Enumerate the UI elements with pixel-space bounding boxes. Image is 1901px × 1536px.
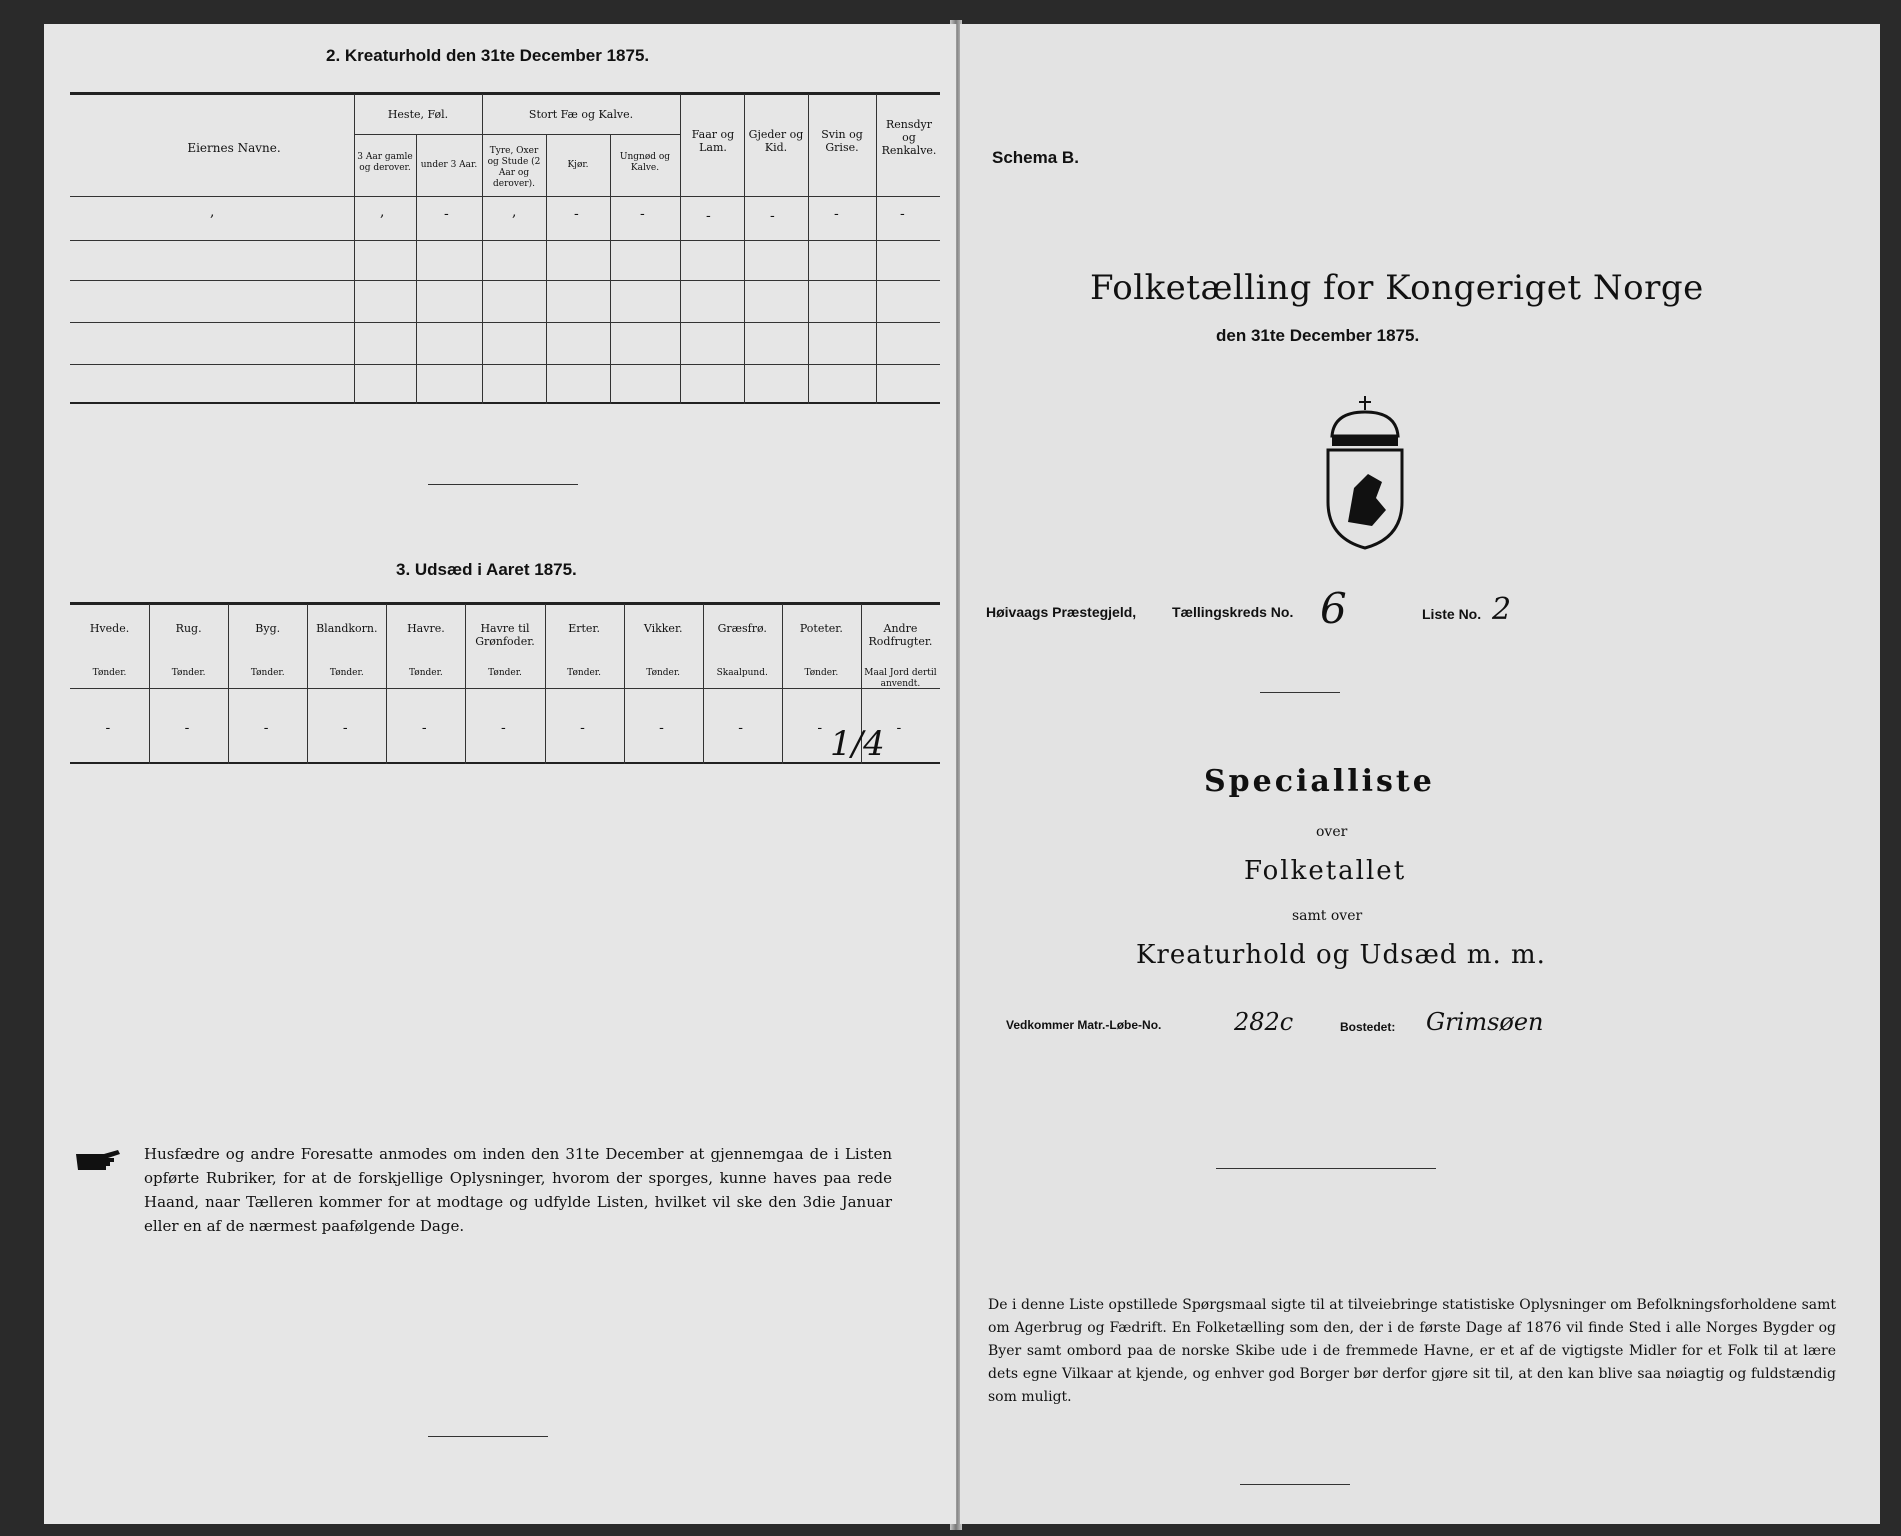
heste-old-header: 3 Aar gamle og derover. — [357, 152, 413, 173]
col-divider — [546, 134, 547, 404]
separator-rule — [1240, 1484, 1350, 1485]
udsaed-col-name: Rug. — [175, 622, 202, 635]
udsaed-col-unit: Tønder. — [329, 668, 364, 678]
row-mark: , — [380, 204, 385, 220]
udsaed-col-name: Blandkorn. — [316, 622, 378, 635]
separator-rule — [428, 484, 578, 485]
udsaed-row-mark: - — [738, 720, 743, 736]
udsaed-col-name: Vikker. — [643, 622, 683, 635]
specialliste-heading: Specialliste — [1204, 764, 1435, 799]
row-mark: - — [640, 206, 645, 222]
heste-header: Heste, Føl. — [387, 108, 449, 121]
udsaed-col-unit: Tønder. — [250, 668, 285, 678]
table-top-rule — [70, 602, 940, 605]
district-number: 6 — [1320, 584, 1347, 633]
handwritten-fraction: 1/4 — [830, 724, 885, 764]
section2-title: 2. Kreaturhold den 31te December 1875. — [326, 46, 650, 65]
table-row-rule — [70, 240, 940, 241]
table-row-rule — [70, 280, 940, 281]
udsaed-row-mark: - — [580, 720, 585, 736]
gjeder-header: Gjeder og Kid. — [748, 128, 804, 154]
document-date: den 31te December 1875. — [1216, 326, 1420, 345]
udsaed-col-unit: Tønder. — [488, 668, 522, 678]
table-header-rule — [70, 688, 940, 689]
udsaed-col-unit: Tønder. — [171, 668, 206, 678]
row-mark: - — [444, 206, 449, 222]
udsaed-row-mark: - — [342, 720, 348, 736]
tyre-header: Tyre, Oxer og Stude (2 Aar og derover). — [487, 146, 541, 189]
row-mark: - — [834, 206, 839, 222]
row-mark: - — [706, 208, 711, 224]
udsaed-col-unit: Tønder. — [409, 668, 443, 678]
bosted-label: Bostedet: — [1340, 1020, 1396, 1034]
udsaed-row-mark: - — [817, 720, 823, 736]
heste-young-header: under 3 Aar. — [420, 160, 478, 170]
udsaed-row-mark: - — [501, 720, 506, 736]
folketallet-heading: Folketallet — [1244, 856, 1407, 886]
col-divider — [680, 94, 681, 404]
udsaed-col-name: Hvede. — [89, 622, 130, 635]
udsaed-row-mark: - — [105, 720, 111, 736]
left-page — [44, 24, 957, 1524]
table-bottom-rule — [70, 402, 940, 404]
separator-rule — [1216, 1168, 1436, 1169]
row-mark: - — [770, 208, 775, 224]
samt-over-text: samt over — [1292, 908, 1363, 924]
section3-title: 3. Udsæd i Aaret 1875. — [396, 560, 577, 579]
table-bottom-rule — [70, 762, 940, 764]
owner-col-header: Eiernes Navne. — [187, 141, 281, 155]
parish-label: Høivaags Præstegjeld, — [986, 604, 1137, 620]
col-divider — [808, 94, 809, 404]
kjor-header: Kjør. — [567, 160, 589, 170]
row-mark: - — [574, 206, 579, 222]
table-row-rule — [70, 364, 940, 365]
udsaed-row-mark: - — [421, 720, 427, 736]
udsaed-col-unit: Tønder. — [567, 668, 601, 678]
udsaed-col-name: Havre til Grønfoder. — [475, 622, 535, 648]
udsaed-row-mark: - — [659, 720, 664, 736]
table-header-rule — [70, 196, 940, 197]
udsaed-col-name: Havre. — [407, 622, 445, 635]
over-text: over — [1316, 824, 1348, 840]
col-divider — [482, 94, 483, 404]
udsaed-col-name: Andre Rodfrugter. — [868, 622, 933, 648]
list-number: 2 — [1492, 592, 1512, 627]
right-page — [960, 24, 1880, 1524]
svin-header: Svin og Grise. — [821, 128, 863, 154]
stort-fae-header: Stort Fæ og Kalve. — [528, 108, 634, 121]
bottom-explanation: De i denne Liste opstillede Spørgsmaal sigte til at tilveiebringe statistiske Oplysninger om Befolkningsforholdene samt om Agerbrug og Fædrift. En Folketælling som den, der i de første Dage af 1876 vil finde Sted i alle Norges Bygder og Byer samt ombord paa de norske Skibe ude i de fremmede Havne, er et af de vigtigste Midler for et Folk til at lære dets egne Vilkaar at kjende, og enhver god Borger bør derfor gjøre sit til, at den kan blive saa nøiagtig og fuldstændig som muligt. — [988, 1297, 1836, 1405]
udsaed-col-unit: Tønder. — [646, 668, 681, 678]
col-divider — [876, 94, 877, 404]
row-mark: , — [512, 204, 517, 220]
bosted-value: Grimsøen — [1426, 1008, 1544, 1036]
col-divider — [744, 94, 745, 404]
udsaed-col-name: Græsfrø. — [717, 622, 767, 635]
faar-header: Faar og Lam. — [691, 128, 735, 154]
table-top-rule — [70, 92, 940, 95]
col-divider — [610, 134, 611, 404]
kreaturhold-heading: Kreaturhold og Udsæd m. m. — [1136, 940, 1546, 970]
udsaed-col-unit: Tønder. — [804, 668, 839, 678]
ungnod-header: Ungnød og Kalve. — [619, 152, 671, 173]
pointing-hand-icon — [74, 1146, 124, 1178]
col-divider — [354, 94, 355, 404]
udsaed-col-name: Erter. — [568, 622, 600, 635]
udsaed-col-unit: Maal Jord dertil anvendt. — [864, 668, 937, 689]
row-mark: , — [210, 204, 215, 220]
list-label: Liste No. — [1422, 606, 1482, 622]
notice-text: Husfædre og andre Foresatte anmodes om inden den 31te December at gjennemgaa de i Listen opførte Rubriker, for at de forskjellige Oplysninger, hvorom der sporges, kunne haves paa rede Haand, naar Tælleren kommer for at modtage og udfylde Listen, hvilket vil ske den 3die Januar eller en af de nærmest paafølgende Dage. — [144, 1145, 892, 1235]
separator-rule — [1260, 692, 1340, 693]
udsaed-col-name: Byg. — [255, 622, 281, 635]
udsaed-row-mark: - — [896, 720, 902, 736]
udsaed-row-mark: - — [263, 720, 269, 736]
udsaed-col-name: Poteter. — [799, 622, 843, 635]
udsaed-col-unit: Skaalpund. — [716, 668, 768, 678]
rensdyr-header: Rensdyr og Renkalve. — [881, 118, 937, 157]
matr-label: Vedkommer Matr.-Løbe-No. — [1006, 1018, 1162, 1032]
separator-rule — [428, 1436, 548, 1437]
udsaed-col-unit: Tønder. — [92, 668, 127, 678]
matr-number: 282c — [1234, 1008, 1294, 1036]
udsaed-row-mark: - — [184, 720, 190, 736]
district-label: Tællingskreds No. — [1172, 604, 1294, 620]
schema-label: Schema B. — [992, 148, 1079, 167]
group-header-rule — [354, 134, 680, 135]
coat-of-arms — [1320, 392, 1410, 556]
col-divider — [416, 134, 417, 404]
document-title: Folketælling for Kongeriget Norge — [1090, 268, 1704, 308]
table-row-rule — [70, 322, 940, 323]
row-mark: - — [900, 206, 905, 222]
